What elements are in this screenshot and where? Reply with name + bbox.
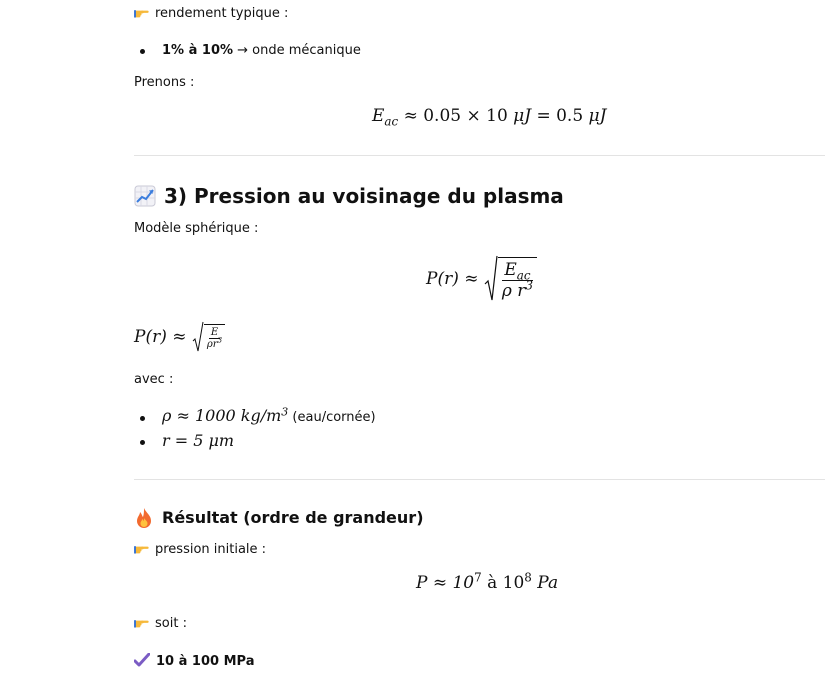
sqrt-sign-small	[192, 320, 204, 354]
check-mark-icon	[134, 653, 150, 667]
pointing-hand-icon	[134, 6, 149, 19]
density-note: (eau/cornée)	[288, 410, 376, 425]
section3-heading: 3) Pression au voisinage du plasma	[164, 184, 564, 208]
eq-unit1: μJ	[513, 106, 532, 126]
density-math: ρ ≈ 1000 kg/m	[162, 406, 282, 425]
pressure-result-equation	[416, 570, 559, 593]
result-eq-unit: Pa	[531, 573, 559, 593]
prenons-label: Prenons :	[134, 75, 195, 90]
density-bullet	[162, 406, 376, 427]
result-header	[134, 507, 424, 529]
divider	[134, 155, 825, 156]
initial-pressure-label: pression initiale :	[155, 542, 267, 557]
display-eq-den: ρ r	[501, 280, 526, 301]
result-heading: Résultat (ordre de grandeur)	[162, 508, 424, 527]
pressure-inline-equation	[134, 320, 225, 354]
divider	[134, 479, 825, 480]
bullet-dot	[140, 440, 145, 445]
pressure-display-equation	[426, 254, 537, 304]
acoustic-energy-equation	[372, 106, 607, 129]
model-label: Modèle sphérique :	[134, 221, 259, 236]
pointing-hand-icon	[134, 542, 149, 555]
soit-label: soit :	[155, 616, 187, 631]
display-eq-lhs: P(r)	[426, 269, 459, 289]
result-eq-mid: à 10	[481, 573, 525, 593]
result-eq-sup2: 8	[524, 570, 532, 585]
eq-rel: ≈ 0.05 × 10	[398, 106, 514, 126]
eq-lhs: E	[372, 106, 385, 126]
density-sup: 3	[281, 405, 289, 419]
efficiency-bullet	[162, 42, 361, 60]
radius-bullet	[162, 431, 234, 450]
soit-line	[134, 615, 187, 633]
inline-eq-den-sup: 3	[217, 336, 223, 345]
typical-efficiency-line	[134, 5, 288, 23]
result-eq-sup1: 7	[474, 570, 482, 585]
display-eq-rel: ≈	[458, 269, 484, 289]
display-eq-num-sub: ac	[516, 268, 531, 283]
fire-icon	[134, 507, 154, 529]
bullet-dot	[140, 49, 145, 54]
display-eq-fraction	[498, 257, 537, 301]
display-eq-num: E	[504, 259, 517, 280]
final-result: 10 à 100 MPa	[156, 654, 255, 669]
section3-header	[134, 183, 564, 209]
inline-eq-den: ρr	[206, 338, 218, 350]
inline-eq-rel: ≈	[166, 327, 192, 347]
typical-efficiency-label: rendement typique :	[155, 6, 289, 21]
efficiency-range: 1% à 10%	[162, 43, 234, 58]
eq-lhs-sub: ac	[384, 114, 399, 129]
sqrt-sign	[484, 254, 498, 304]
chart-increasing-icon	[134, 185, 156, 207]
initial-pressure-line	[134, 541, 266, 559]
bullet-dot	[140, 416, 145, 421]
inline-eq-num: E	[210, 326, 219, 338]
display-eq-den-sup: 3	[525, 277, 534, 292]
avec-label: avec :	[134, 372, 174, 387]
pointing-hand-icon	[134, 616, 149, 629]
result-eq-lhs: P ≈ 10	[416, 573, 475, 593]
eq-unit2: μJ	[588, 106, 607, 126]
final-result-line	[134, 653, 254, 671]
eq-eqsign: = 0.5	[531, 106, 589, 126]
inline-eq-lhs: P(r)	[134, 327, 167, 347]
efficiency-note: → onde mécanique	[233, 43, 361, 58]
inline-eq-fraction	[204, 324, 225, 351]
radius-math: r = 5 μm	[162, 431, 235, 450]
